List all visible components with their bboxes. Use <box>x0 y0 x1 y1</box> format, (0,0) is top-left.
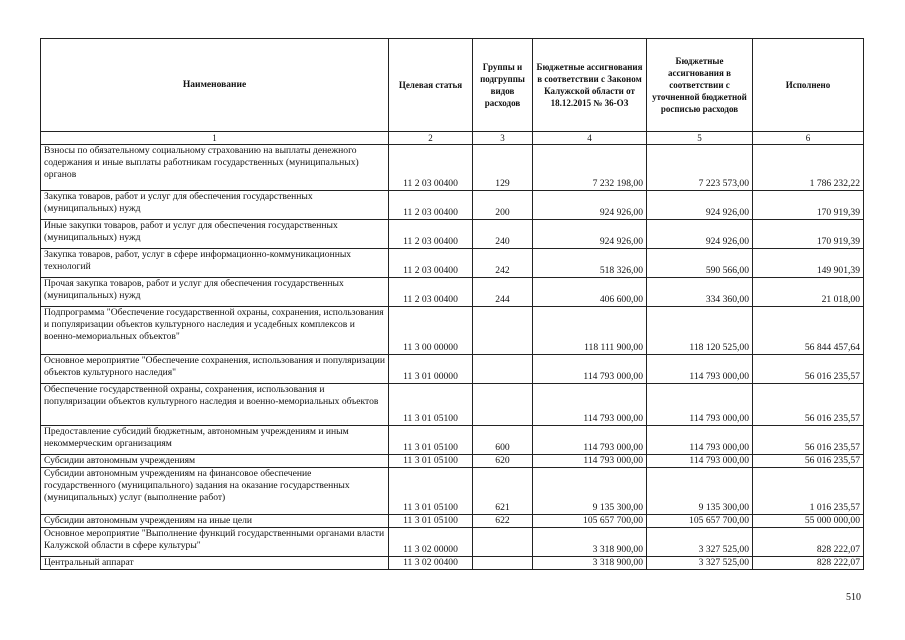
row-expense-group <box>473 384 533 426</box>
row-law-allocation: 924 926,00 <box>533 191 647 220</box>
row-refined-allocation: 590 566,00 <box>647 249 753 278</box>
row-executed: 149 901,39 <box>753 249 864 278</box>
table-row <box>41 249 864 278</box>
row-refined-allocation: 924 926,00 <box>647 191 753 220</box>
table-row <box>41 307 864 355</box>
row-target-article: 11 3 01 05100 <box>389 426 473 455</box>
row-expense-group <box>473 528 533 557</box>
row-target-article: 11 3 01 05100 <box>389 515 473 528</box>
row-expense-group: 240 <box>473 220 533 249</box>
row-refined-allocation: 3 327 525,00 <box>647 528 753 557</box>
row-law-allocation: 3 318 900,00 <box>533 528 647 557</box>
row-expense-group: 600 <box>473 426 533 455</box>
row-target-article: 11 3 01 05100 <box>389 384 473 426</box>
row-name: Обеспечение государственной охраны, сохранения, использования и популяризации объектов культурного наследия и военно-мемориальных объектов <box>41 384 389 426</box>
table-header-row <box>41 39 864 132</box>
row-expense-group: 129 <box>473 145 533 191</box>
row-name: Предоставление субсидий бюджетным, автономным учреждениям и иным некоммерческим организациям <box>41 426 389 455</box>
row-refined-allocation: 924 926,00 <box>647 220 753 249</box>
row-executed: 170 919,39 <box>753 220 864 249</box>
row-expense-group <box>473 557 533 570</box>
row-expense-group <box>473 355 533 384</box>
row-target-article: 11 3 02 00000 <box>389 528 473 557</box>
row-expense-group: 621 <box>473 468 533 515</box>
row-name: Взносы по обязательному социальному страхованию на выплаты денежного содержания и иные выплаты работникам государственных (муниципальных) органов <box>41 145 389 191</box>
table-row <box>41 355 864 384</box>
row-refined-allocation: 105 657 700,00 <box>647 515 753 528</box>
row-law-allocation: 114 793 000,00 <box>533 355 647 384</box>
table-row <box>41 426 864 455</box>
row-name: Закупка товаров, работ, услуг в сфере информационно-коммуникационных технологий <box>41 249 389 278</box>
budget-table-sheet <box>40 38 863 570</box>
column-number: 3 <box>473 132 533 145</box>
row-law-allocation: 3 318 900,00 <box>533 557 647 570</box>
table-row <box>41 557 864 570</box>
row-executed: 828 222,07 <box>753 528 864 557</box>
budget-table <box>40 38 864 570</box>
row-expense-group: 244 <box>473 278 533 307</box>
row-name: Центральный аппарат <box>41 557 389 570</box>
row-expense-group <box>473 307 533 355</box>
row-name: Субсидии автономным учреждениям <box>41 455 389 468</box>
row-law-allocation: 518 326,00 <box>533 249 647 278</box>
row-refined-allocation: 9 135 300,00 <box>647 468 753 515</box>
row-target-article: 11 2 03 00400 <box>389 278 473 307</box>
header-executed: Исполнено <box>753 39 864 132</box>
row-executed: 56 016 235,57 <box>753 455 864 468</box>
table-row <box>41 145 864 191</box>
row-name: Иные закупки товаров, работ и услуг для обеспечения государственных (муниципальных) нужд <box>41 220 389 249</box>
row-law-allocation: 7 232 198,00 <box>533 145 647 191</box>
row-name: Основное мероприятие "Выполнение функций государственными органами власти Калужской области в сфере культуры" <box>41 528 389 557</box>
table-row <box>41 278 864 307</box>
row-executed: 170 919,39 <box>753 191 864 220</box>
header-law-allocations: Бюджетные ассигнования в соответствии с Законом Калужской области от 18.12.2015 № 36-ОЗ <box>533 39 647 132</box>
row-refined-allocation: 114 793 000,00 <box>647 355 753 384</box>
row-executed: 56 844 457,64 <box>753 307 864 355</box>
row-name: Основное мероприятие "Обеспечение сохранения, использования и популяризации объектов культурного наследия" <box>41 355 389 384</box>
column-number: 5 <box>647 132 753 145</box>
row-law-allocation: 114 793 000,00 <box>533 384 647 426</box>
column-number-row <box>41 132 864 145</box>
row-refined-allocation: 114 793 000,00 <box>647 426 753 455</box>
row-name: Подпрограмма "Обеспечение государственной охраны, сохранения, использования и популяризации объектов культурного наследия и усадебных комплексов и военно-мемориальных объектов" <box>41 307 389 355</box>
table-row <box>41 455 864 468</box>
row-refined-allocation: 7 223 573,00 <box>647 145 753 191</box>
row-expense-group: 622 <box>473 515 533 528</box>
row-executed: 21 018,00 <box>753 278 864 307</box>
table-row <box>41 468 864 515</box>
header-name: Наименование <box>41 39 389 132</box>
header-target-article: Целевая статья <box>389 39 473 132</box>
row-target-article: 11 2 03 00400 <box>389 191 473 220</box>
row-law-allocation: 924 926,00 <box>533 220 647 249</box>
row-law-allocation: 105 657 700,00 <box>533 515 647 528</box>
row-refined-allocation: 334 360,00 <box>647 278 753 307</box>
column-number: 4 <box>533 132 647 145</box>
row-target-article: 11 3 01 05100 <box>389 455 473 468</box>
row-target-article: 11 2 03 00400 <box>389 249 473 278</box>
table-row <box>41 384 864 426</box>
table-row <box>41 515 864 528</box>
column-number: 6 <box>753 132 864 145</box>
header-expense-groups: Группы и подгруппы видов расходов <box>473 39 533 132</box>
row-law-allocation: 114 793 000,00 <box>533 455 647 468</box>
row-executed: 1 786 232,22 <box>753 145 864 191</box>
row-law-allocation: 406 600,00 <box>533 278 647 307</box>
row-refined-allocation: 114 793 000,00 <box>647 455 753 468</box>
row-name: Субсидии автономным учреждениям на финансовое обеспечение государственного (муниципального) задания на оказание государственных (муниципальных) услуг (выполнение работ) <box>41 468 389 515</box>
row-name: Прочая закупка товаров, работ и услуг для обеспечения государственных (муниципальных) нужд <box>41 278 389 307</box>
row-expense-group: 242 <box>473 249 533 278</box>
row-expense-group: 200 <box>473 191 533 220</box>
row-name: Закупка товаров, работ и услуг для обеспечения государственных (муниципальных) нужд <box>41 191 389 220</box>
column-number: 2 <box>389 132 473 145</box>
row-expense-group: 620 <box>473 455 533 468</box>
column-number: 1 <box>41 132 389 145</box>
row-refined-allocation: 114 793 000,00 <box>647 384 753 426</box>
table-row <box>41 220 864 249</box>
row-refined-allocation: 118 120 525,00 <box>647 307 753 355</box>
row-target-article: 11 3 00 00000 <box>389 307 473 355</box>
row-law-allocation: 118 111 900,00 <box>533 307 647 355</box>
row-target-article: 11 2 03 00400 <box>389 145 473 191</box>
row-law-allocation: 9 135 300,00 <box>533 468 647 515</box>
header-refined-allocations: Бюджетные ассигнования в соответствии с уточненной бюджетной росписью расходов <box>647 39 753 132</box>
row-name: Субсидии автономным учреждениям на иные цели <box>41 515 389 528</box>
row-law-allocation: 114 793 000,00 <box>533 426 647 455</box>
row-target-article: 11 2 03 00400 <box>389 220 473 249</box>
table-row <box>41 528 864 557</box>
table-row <box>41 191 864 220</box>
row-executed: 56 016 235,57 <box>753 426 864 455</box>
row-executed: 1 016 235,57 <box>753 468 864 515</box>
row-target-article: 11 3 02 00400 <box>389 557 473 570</box>
row-target-article: 11 3 01 00000 <box>389 355 473 384</box>
row-executed: 55 000 000,00 <box>753 515 864 528</box>
row-executed: 828 222,07 <box>753 557 864 570</box>
page-number: 510 <box>846 592 861 603</box>
row-target-article: 11 3 01 05100 <box>389 468 473 515</box>
row-refined-allocation: 3 327 525,00 <box>647 557 753 570</box>
row-executed: 56 016 235,57 <box>753 355 864 384</box>
row-executed: 56 016 235,57 <box>753 384 864 426</box>
